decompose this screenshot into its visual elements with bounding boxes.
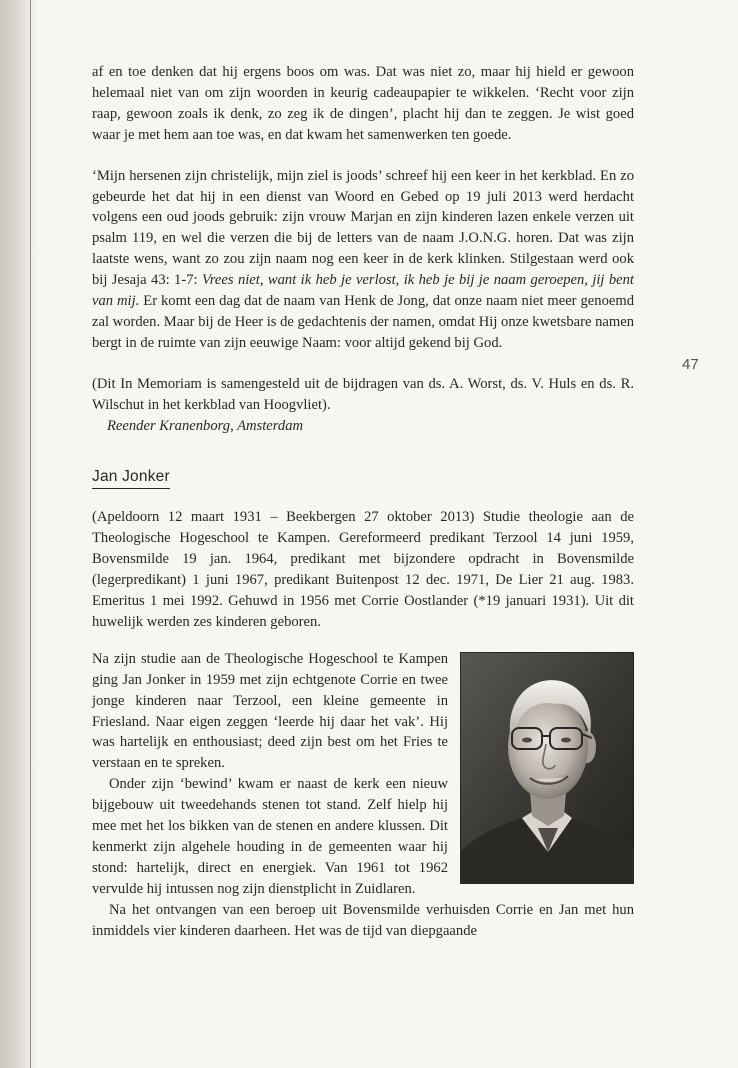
page-number: 47 xyxy=(682,356,699,373)
binding-line xyxy=(30,0,31,1068)
memorial-paragraph xyxy=(92,166,634,354)
portrait-image xyxy=(460,652,634,884)
bio-paragraph-1: Na zijn studie aan de Theologische Hogeschool te Kampen ging Jan Jonker in 1959 met zijn echtgenote Corrie en twee jonge kinderen naar Terzool, een kleine gemeente in Friesland. Naar eigen zeggen ‘leerde hij daar het vak’. Hij was hartelijk en enthousiast; deed zijn best om het Fries te verstaan en te spreken. xyxy=(92,650,448,772)
section-title: Jan Jonker xyxy=(92,467,170,490)
book-gutter xyxy=(0,0,38,1068)
memorial-text-end: Er komt een dag dat de naam van Henk de Jong, dat onze naam niet meer genoemd zal worden. Maar bij de Heer is de gedachtenis der namen, omdat Hij onze kwetsbare namen bergt in de ruimte van zijn eeuwige Naam: voor altijd gekend bij God. xyxy=(92,293,634,351)
credits-text: (Dit In Memoriam is samengesteld uit de bijdragen van ds. A. Worst, ds. V. Huls en ds. R. Wilschut in het kerkblad van Hoogvliet). xyxy=(92,375,634,413)
bio-paragraph-3: Na het ontvangen van een beroep uit Bovensmilde verhuisden Corrie en Jan met hun inmiddels vier kinderen daarheen. Het was de tijd van diepgaande xyxy=(92,901,634,939)
portrait-photo xyxy=(460,652,634,884)
text-column xyxy=(92,62,634,942)
bible-quote: Vrees niet, want ik heb je verlost, ik heb je bij je naam geroepen, jij bent van mij. xyxy=(92,272,634,310)
top-paragraph: af en toe denken dat hij ergens boos om was. Dat was niet zo, maar hij hield er gewoon helemaal niet van om zijn woorden in keurig cadeaupapier te wikkelen. ‘Recht voor zijn raap, gewoon zoals ik denk, zo zeg ik de dingen’, placht hij dan te zeggen. Je wist goed waar je met hem aan toe was, en dat kwam het samenwerken ten goede. xyxy=(92,64,634,143)
bio-paragraph-2: Onder zijn ‘bewind’ kwam er naast de kerk een nieuw bijgebouw uit tweedehands stenen tot stand. Zelf hielp hij mee met het los bikken van de stenen en andere klussen. Dit kenmerkt zijn algehele houding in de gemeenten waar hij stond: hartelijk, direct en energiek. Van 1961 tot 1962 vervulde hij intussen nog zijn dienstplicht in Zuidlaren. xyxy=(92,776,448,897)
memorial-text: ‘Mijn hersenen zijn christelijk, mijn ziel is joods’ schreef hij een keer in het kerkblad. En zo gebeurde het dat hij in een dienst van Woord en Gebed op 19 juli 2013 werd herdacht volgens een oud joods gebruik: zijn vrouw Marjan en zijn kinderen lazen enkele verzen uit psalm 119, en wel die verzen die bij de letters van de naam J.O.N.G. horen. Dat was zijn laatste wens, want zo zou zijn naam nog een keer in de kerk klinken. Stilgestaan werd ook bij Jesaja 43: 1-7: xyxy=(92,167,634,289)
bio-block: (Apeldoorn 12 maart 1931 – Beekbergen 27 oktober 2013) Studie theologie aan de Theologische Hogeschool te Kampen. Gereformeerd predikant Terzool 14 juni 1959, Bovensmilde 19 jan. 1964, predikant met bijzondere opdracht in Bovensmilde (legerpredikant) 1 juni 1967, predikant Buitenpost 12 dec. 1971, De Lier 21 aug. 1983. Emeritus 1 mei 1992. Gehuwd in 1956 met Corrie Oostlander (*19 januari 1931). Uit dit huwelijk werden zes kinderen geboren. xyxy=(92,509,634,630)
author-signature: Reender Kranenborg, Amsterdam xyxy=(107,417,304,434)
